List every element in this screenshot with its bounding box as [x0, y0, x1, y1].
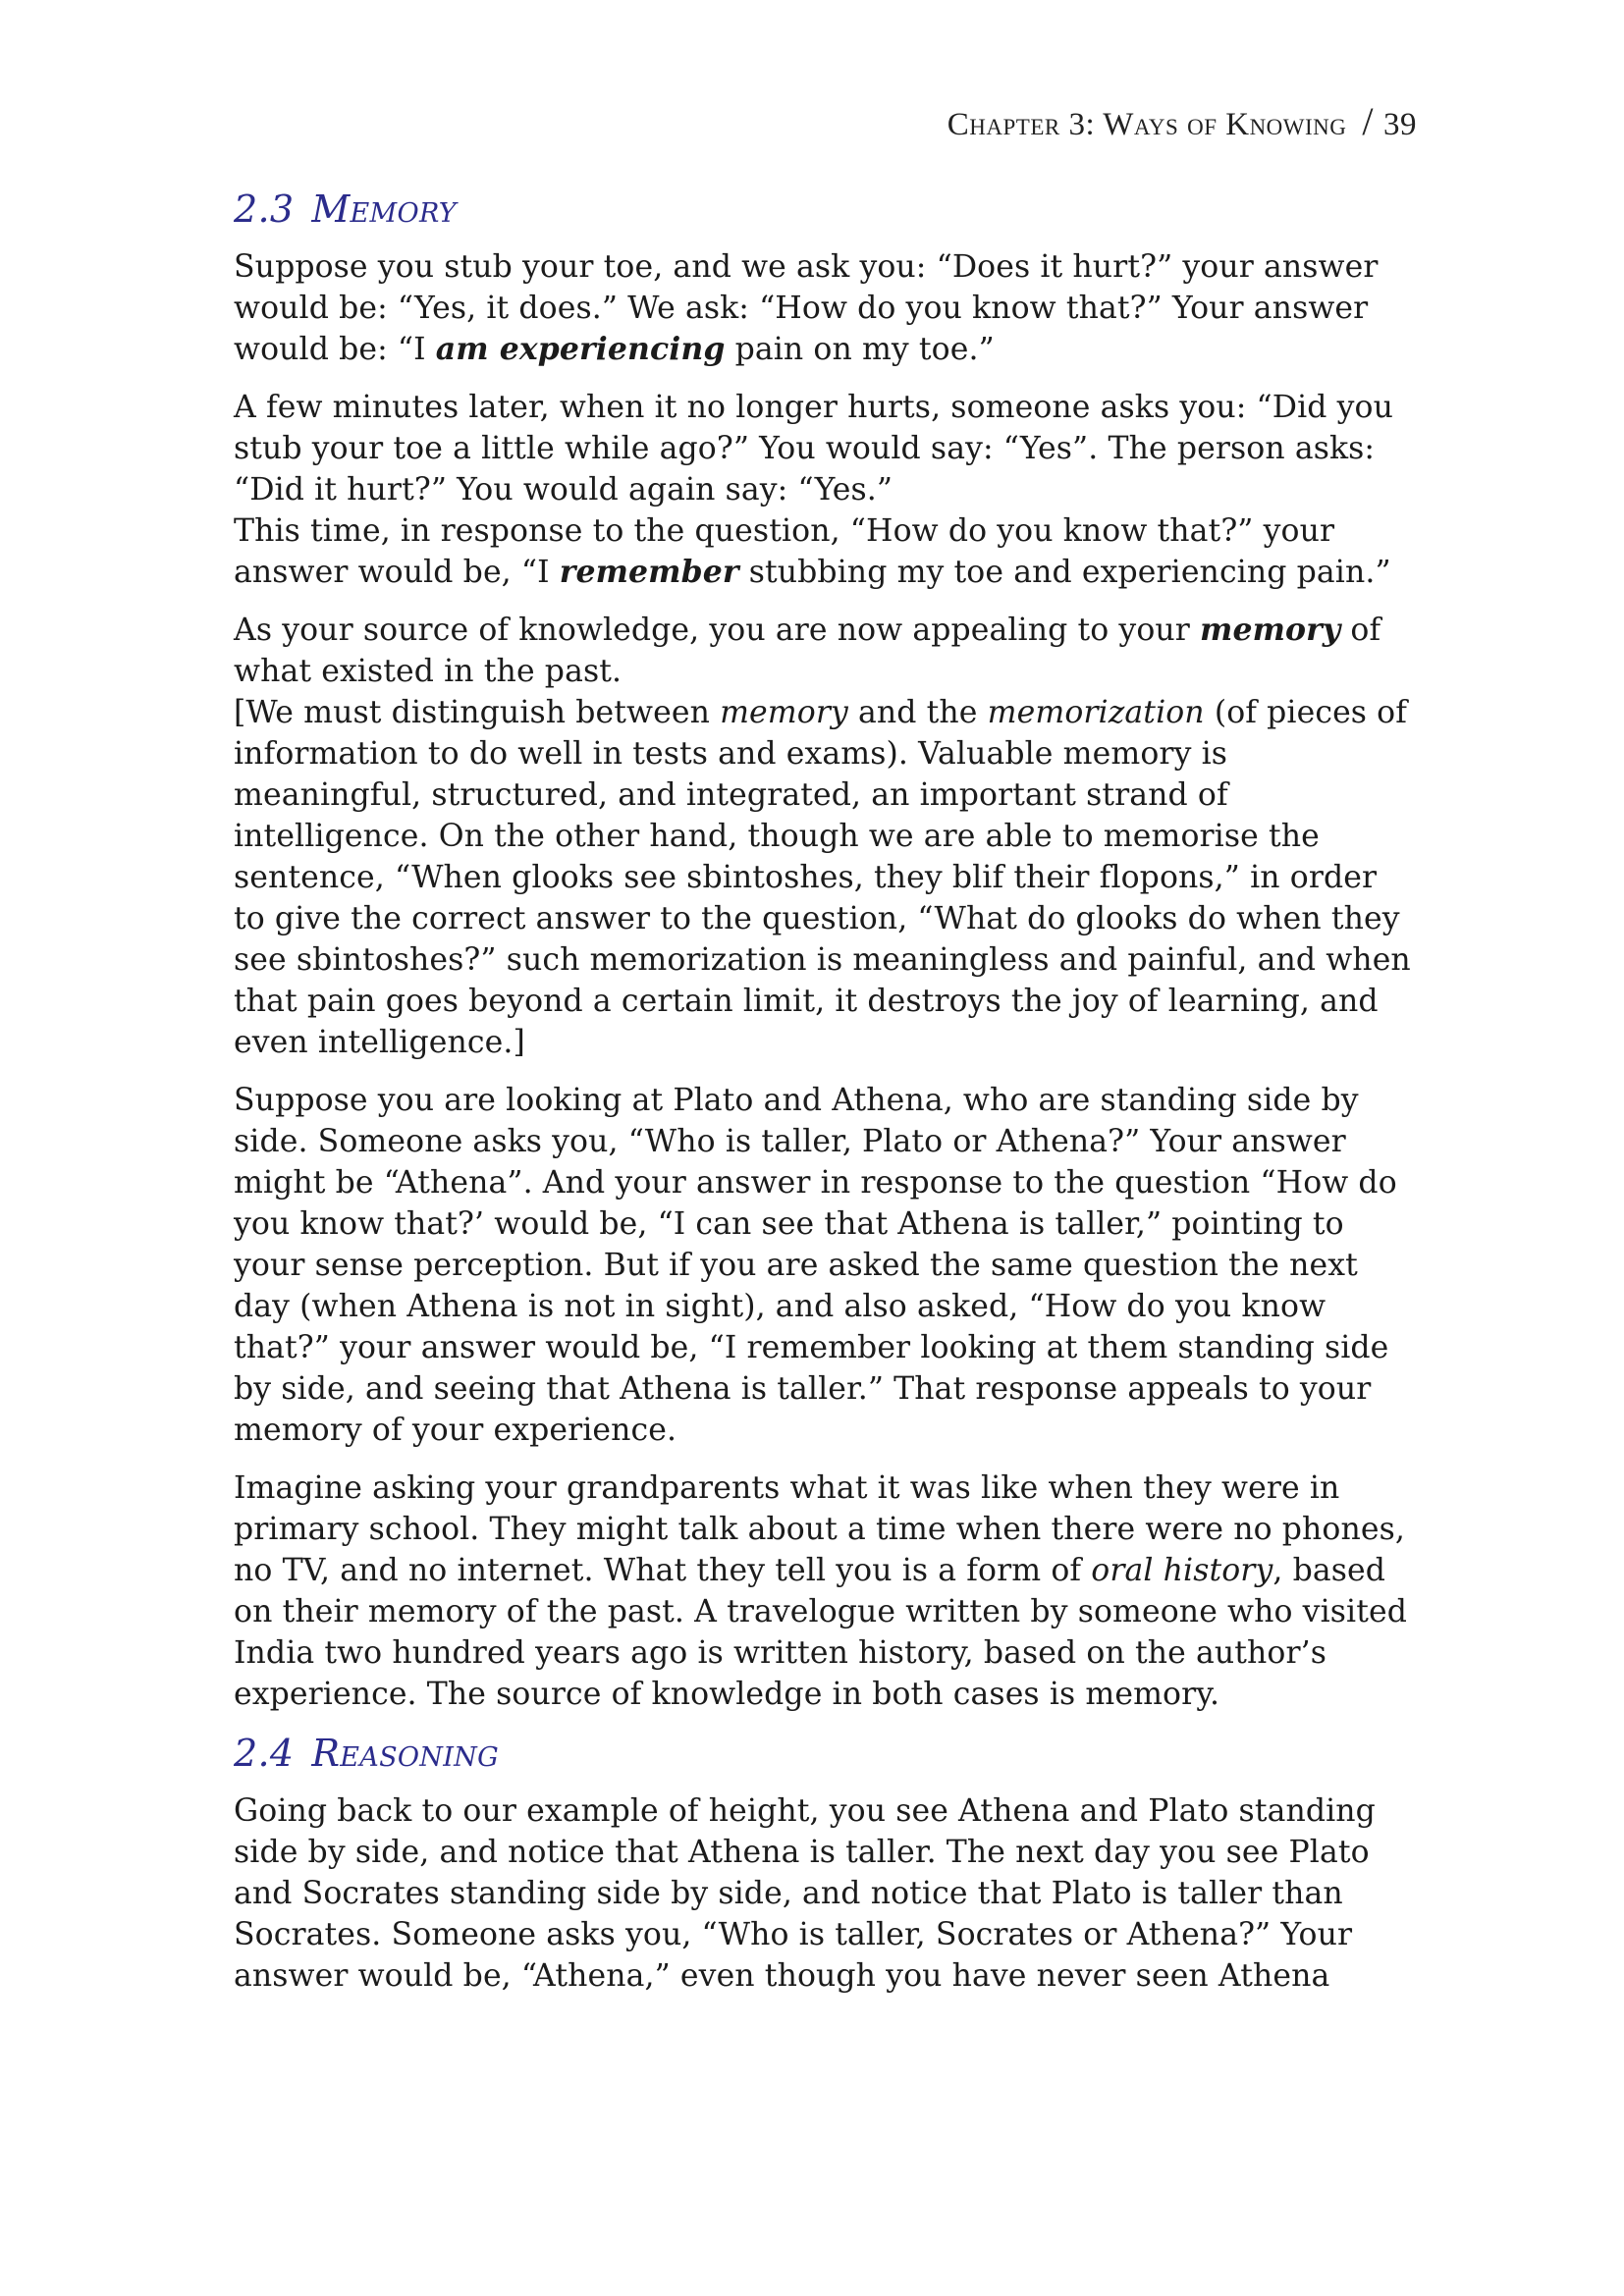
section-number: 2.3 — [234, 187, 295, 231]
page-number: 39 — [1383, 107, 1417, 142]
memory-paragraph-6: Suppose you are looking at Plato and Athena, who are standing side by side. Someone asks you, “Who is taller, Plato or Athena?” Your answer might be “Athena”. And your answer in response to the question “How do you know that?’ would be, “I can see that Athena is taller,” pointing to your sense perception. But if you are asked the same question the next day (when Athena is not in sight), and also asked, “How do you know that?” your answer would be, “I remember looking at them standing side by side, and seeing that Athena is taller.” That response appeals to your memory of your experience. — [234, 1083, 1397, 1448]
memory-paragraph-2: A few minutes later, when it no longer hurts, someone asks you: “Did you stub your toe a little while ago?” You would say: “Yes”. The person asks: “Did it hurt?” You would again say: “Yes.” — [234, 390, 1393, 507]
memory-paragraph-5: [We must distinguish between memory and the memorization (of pieces of information to do well in tests and exams). Valuable memory is meaningful, structured, and integrated, an important strand of intelligence. On the other hand, though we are able to memorise the sentence, “When glooks see sbintoshes, they blif their flopons,” in order to give the correct answer to the question, “What do glooks do when they see sbintoshes?” such memorization is meaningless and painful, and when that pain goes beyond a certain limit, it destroys the joy of learning, and even intelligence.] — [234, 695, 1411, 1060]
page — [234, 98, 1417, 2013]
section-title: Memory — [311, 187, 457, 231]
section-title: Reasoning — [311, 1732, 499, 1775]
section-heading-memory — [234, 187, 1417, 231]
memory-paragraph-4: As your source of knowledge, you are now appealing to your memory of what existed in the past. — [234, 612, 1381, 689]
emphasis: remember — [559, 554, 739, 590]
reasoning-paragraph-1: Going back to our example of height, you see Athena and Plato standing side by side, and notice that Athena is taller. The next day you see Plato and Socrates standing side by side, and notice that Plato is taller than Socrates. Someone asks you, “Who is taller, Socrates or Athena?” Your answer would be, “Athena,” even though you have never seen Athena — [234, 1793, 1376, 1994]
italic-term: memorization — [987, 695, 1205, 730]
section-number: 2.4 — [234, 1732, 295, 1775]
italic-term: memory — [720, 695, 848, 730]
italic-term: oral history — [1091, 1553, 1273, 1588]
memory-paragraph-1: Suppose you stub your toe, and we ask you: “Does it hurt?” your answer would be: “Yes, it does.” We ask: “How do you know that?” Your answer would be: “I am experiencing pain on my toe.” — [234, 249, 1379, 367]
section-heading-reasoning — [234, 1732, 1417, 1775]
memory-paragraph-7: Imagine asking your grandparents what it was like when they were in primary school. They might talk about a time when there were no phones, no TV, and no internet. What they tell you is a form of oral history, based on their memory of the past. A travelogue written by someone who visited India two hundred years ago is written history, based on the author’s experience. The source of knowledge in both cases is memory. — [234, 1470, 1407, 1712]
chapter-title: Chapter 3: Ways of Knowing — [947, 107, 1347, 142]
header-separator: / — [1362, 99, 1374, 143]
memory-paragraph-3: This time, in response to the question, “How do you know that?” your answer would be, “I remember stubbing my toe and experiencing pain.” — [234, 513, 1391, 590]
emphasis: memory — [1200, 612, 1341, 648]
emphasis: am experiencing — [435, 331, 726, 367]
running-header — [234, 98, 1417, 144]
